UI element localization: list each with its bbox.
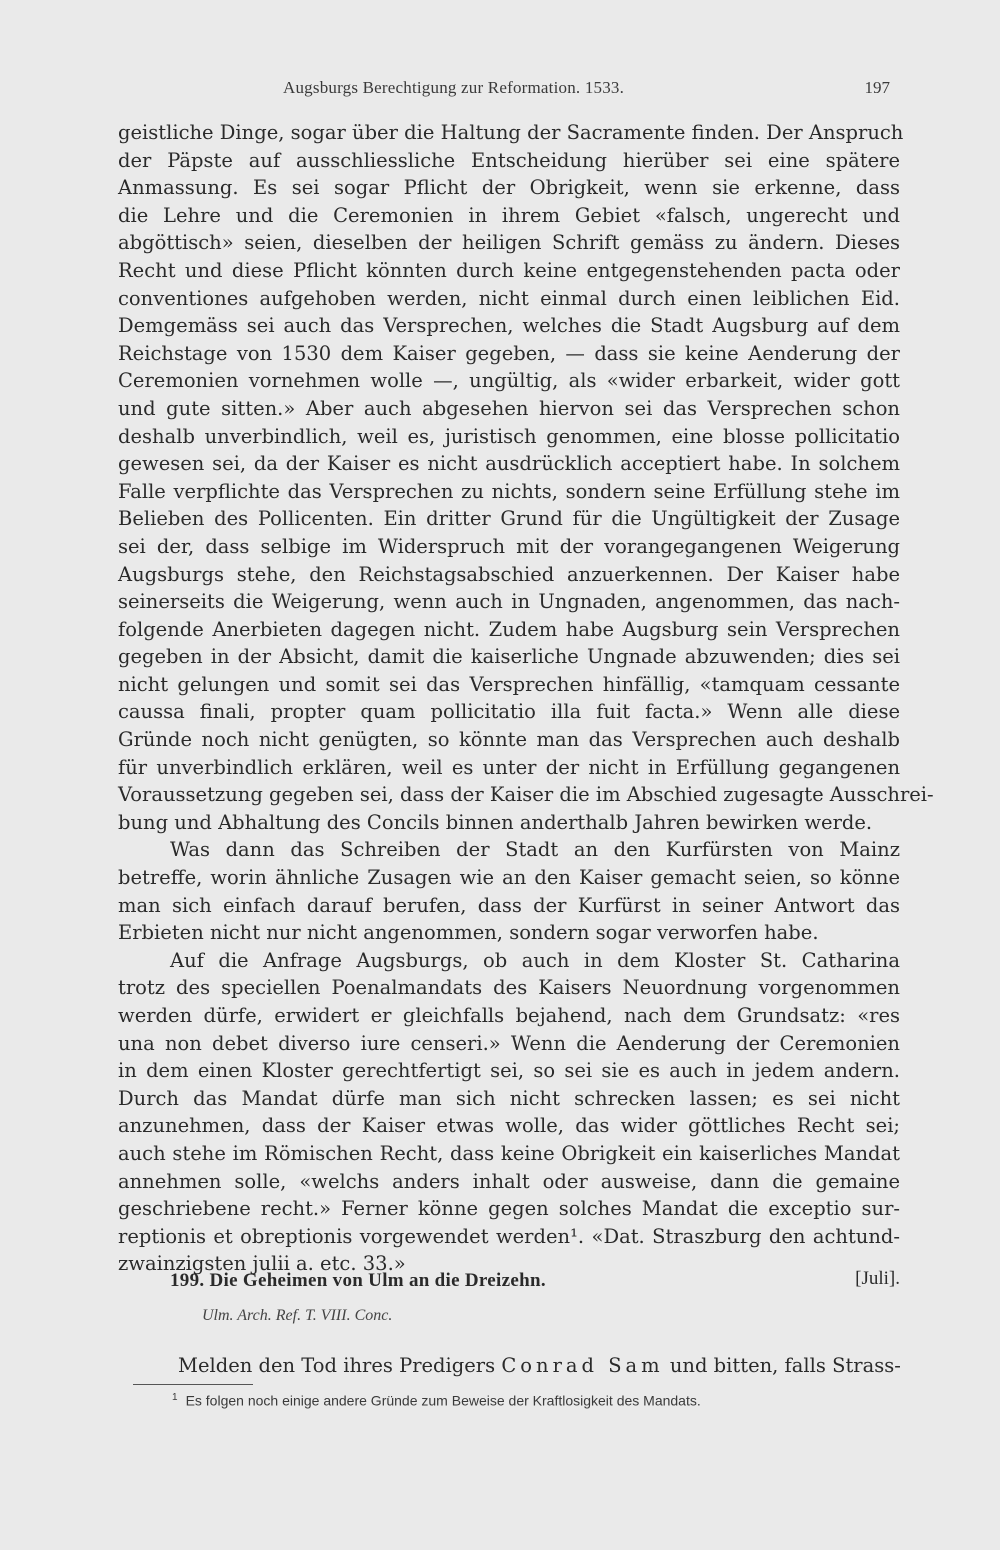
text-line: anzunehmen, dass der Kaiser etwas wolle, das wider göttliches Recht sei;: [118, 1114, 900, 1138]
text-line: die Lehre und die Ceremonien in ihrem Gebiet «falsch, ungerecht und: [118, 203, 900, 227]
document-text-after: und bitten, falls Strass-: [669, 1354, 901, 1377]
text-line: Belieben des Pollicenten. Ein dritter Grund für die Ungültigkeit der Zusage: [118, 507, 900, 531]
text-line: Durch das Mandat dürfe man sich nicht schrecken lassen; es sei nicht: [118, 1086, 900, 1110]
text-line: Was dann das Schreiben der Stadt an den Kurfürsten von Mainz: [170, 838, 900, 862]
preacher-name: Conrad Sam: [501, 1354, 664, 1377]
text-line: der Päpste auf ausschliessliche Entscheidung hierüber sei eine spätere: [118, 148, 900, 172]
text-line: man sich einfach darauf berufen, dass der Kurfürst in seiner Antwort das: [118, 893, 900, 917]
document-text-before: Melden den Tod ihres Predigers: [178, 1354, 496, 1377]
text-line: trotz des speciellen Poenalmandats des Kaisers Neuordnung vorgenommen: [118, 976, 900, 1000]
text-line: in dem einen Kloster gerechtfertigt sei, so sei sie es auch in jedem andern.: [118, 1059, 900, 1083]
text-line: bung und Abhaltung des Concils binnen anderthalb Jahren bewirken werde.: [118, 810, 873, 834]
text-line: folgende Anerbieten dagegen nicht. Zudem habe Augsburg sein Versprechen: [118, 617, 900, 641]
text-line: werden dürfe, erwidert er gleichfalls bejahend, nach dem Grundsatz: «res: [118, 1004, 900, 1027]
document-title: 199. Die Geheimen von Ulm an die Dreizehn.: [170, 1270, 546, 1291]
text-line: und gute sitten.» Aber auch abgesehen hiervon sei das Versprechen schon: [118, 396, 900, 420]
text-line: geistliche Dinge, sogar über die Haltung der Sacramente finden. Der Anspruch: [118, 121, 904, 144]
text-line: una non debet diverso iure censeri.» Wenn die Aenderung der Ceremonien: [118, 1031, 900, 1055]
text-line: betreffe, worin ähnliche Zusagen wie an den Kaiser gemacht seien, so könne: [118, 866, 900, 890]
page-number: 197: [864, 78, 890, 97]
document-text: [178, 1354, 900, 1377]
text-line: zwainzigsten julii a. etc. 33.»: [118, 1252, 406, 1276]
text-line: Augsburgs stehe, den Reichstagsabschied anzuerkennen. Der Kaiser habe: [118, 562, 900, 586]
text-line: gegeben in der Absicht, damit die kaiserliche Ungnade abzuwenden; dies sei: [118, 645, 900, 669]
text-line: Demgemäss sei auch das Versprechen, welches die Stadt Augsburg auf dem: [118, 314, 900, 338]
footnote-rule: [133, 1384, 253, 1385]
text-line: Falle verpflichte das Versprechen zu nichts, sondern seine Erfüllung stehe im: [118, 479, 900, 503]
footnote: [172, 1392, 701, 1409]
document-date: [Juli].: [855, 1268, 900, 1289]
text-line: Auf die Anfrage Augsburgs, ob auch in dem Kloster St. Catharina: [170, 948, 900, 972]
text-line: abgöttisch» seien, dieselben der heiligen Schrift gemäss zu ändern. Dieses: [118, 231, 900, 255]
footnote-text: Es folgen noch einige andere Gründe zum Beweise der Kraftlosigkeit des Mandats.: [185, 1392, 701, 1409]
page-header: [118, 78, 890, 108]
text-line: Recht und diese Pflicht könnten durch keine entgegenstehenden pacta oder: [118, 258, 900, 282]
text-line: reptionis et obreptionis vorgewendet werden¹. «Dat. Straszburg den achtund-: [118, 1224, 900, 1248]
text-line: sei der, dass selbige im Widerspruch mit der vorangegangenen Weigerung: [118, 534, 900, 558]
text-line: deshalb unverbindlich, weil es, juristisch genommen, eine blosse pollicitatio: [118, 424, 900, 448]
text-line: auch stehe im Römischen Recht, dass keine Obrigkeit ein kaiserliches Mandat: [118, 1141, 900, 1165]
text-line: caussa finali, propter quam pollicitatio illa fuit facta.» Wenn alle diese: [118, 700, 900, 724]
running-title: Augsburgs Berechtigung zur Reformation. 1533.: [283, 78, 625, 97]
text-line: Erbieten nicht nur nicht angenommen, sondern sogar verworfen habe.: [118, 921, 819, 945]
text-line: Reichstage von 1530 dem Kaiser gegeben, — dass sie keine Aenderung der: [118, 341, 900, 365]
text-line: Ceremonien vornehmen wolle —, ungültig, als «wider erbarkeit, wider gott: [118, 369, 900, 393]
text-line: Anmassung. Es sei sogar Pflicht der Obrigkeit, wenn sie erkenne, dass: [118, 176, 900, 200]
document-source: Ulm. Arch. Ref. T. VIII. Conc.: [202, 1307, 393, 1324]
text-line: Gründe noch nicht genügten, so könnte man das Versprechen auch deshalb: [118, 728, 900, 752]
text-line: für unverbindlich erklären, weil es unter der nicht in Erfüllung gegangenen: [118, 755, 900, 779]
text-line: Voraussetzung gegeben sei, dass der Kaiser die im Abschied zugesagte Ausschrei-: [118, 783, 934, 807]
text-line: nicht gelungen und somit sei das Versprechen hinfällig, «tamquam cessante: [118, 672, 900, 696]
text-line: gewesen sei, da der Kaiser es nicht ausdrücklich acceptiert habe. In solchem: [118, 452, 900, 476]
text-line: annehmen solle, «welchs anders inhalt oder ausweise, dann die gemaine: [118, 1169, 900, 1193]
body-text: [118, 119, 934, 1278]
text-line: seinerseits die Weigerung, wenn auch in Ungnaden, angenommen, das nach-: [118, 590, 900, 614]
footnote-marker: 1: [172, 1392, 178, 1403]
text-line: conventiones aufgehoben werden, nicht einmal durch einen leiblichen Eid.: [118, 286, 900, 310]
text-line: geschriebene recht.» Ferner könne gegen solches Mandat die exceptio sur-: [118, 1197, 900, 1221]
